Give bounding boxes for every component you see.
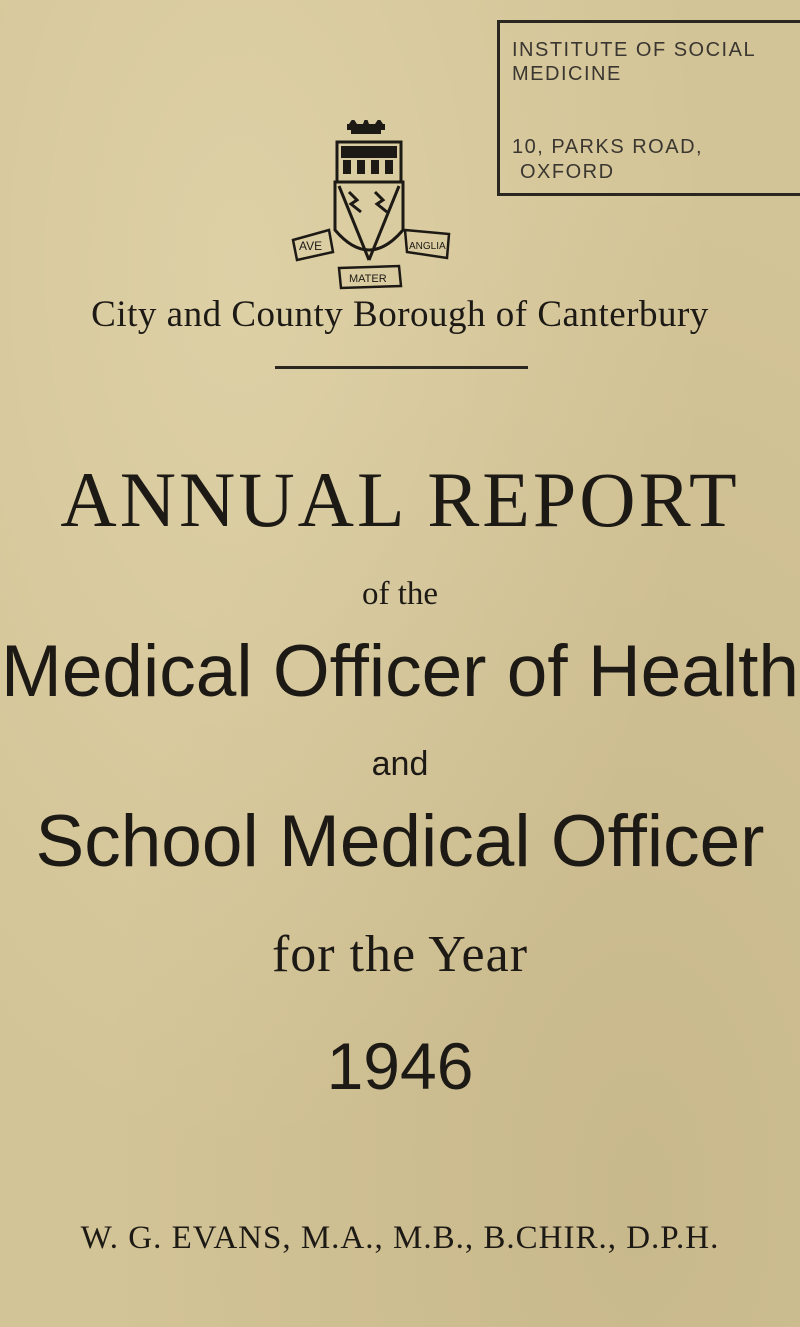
borough-heading: City and County Borough of Canterbury [91,294,709,335]
title-role-2: School Medical Officer [35,801,765,882]
author-name: W. G. EVANS, M.A., M.B., B.CHIR., D.P.H. [80,1220,720,1256]
title-for-year: for the Year [271,926,529,983]
coat-of-arms-icon [287,120,497,290]
report-title: ANNUAL REPORT [60,456,740,543]
title-and: and [371,745,429,783]
crest-banner-right: ANGLIA [409,241,446,252]
divider [275,366,528,369]
stamp-line-3: 10, PARKS ROAD, [512,136,704,158]
crest-scroll: MATER [349,273,387,285]
report-year: 1946 [326,1029,474,1103]
stamp-line-1: INSTITUTE OF SOCIAL [512,39,757,61]
library-stamp [497,20,800,196]
title-of-the: of the [361,576,439,612]
stamp-line-4: OXFORD [520,161,615,183]
stamp-line-2: MEDICINE [512,63,622,85]
crest-banner-left: AVE [299,239,323,253]
title-role-1: Medical Officer of Health [1,631,799,712]
